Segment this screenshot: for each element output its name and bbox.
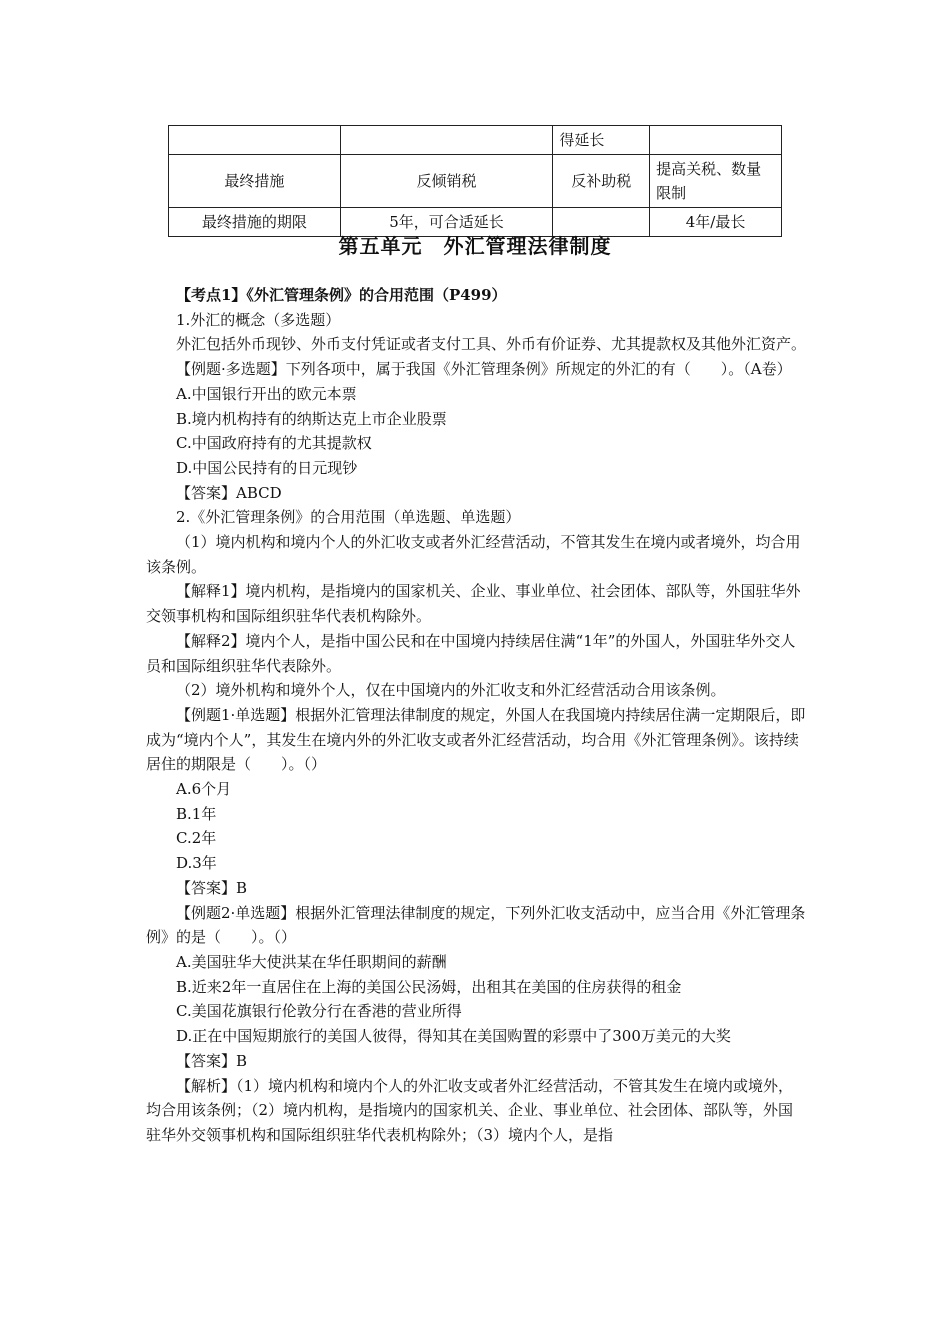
explanation: 【解释1】境内机构，是指境内的国家机关、企业、事业单位、社会团体、部队等，外国驻华外交领事机构和国际组织驻华代表机构除外。 <box>146 582 801 626</box>
table-cell: 反倾销税 <box>340 155 553 208</box>
example-question: 【例题2·单选题】根据外汇管理法律制度的规定，下列外汇收支活动中，应当合用《外汇管理条例》的是（ ）。（） <box>146 903 806 947</box>
table-row <box>169 155 782 208</box>
table-cell: 最终措施的期限 <box>169 208 341 237</box>
table-cell <box>169 126 341 155</box>
subheading: 1.外汇的概念（多选题） <box>176 310 341 329</box>
option: B.境内机构持有的纳斯达克上市企业股票 <box>176 409 447 428</box>
option: C.美国花旗银行伦敦分行在香港的营业所得 <box>176 1002 462 1021</box>
answer: 【答案】ABCD <box>176 483 282 502</box>
option: C.中国政府持有的尤其提款权 <box>176 434 372 453</box>
table-row <box>169 126 782 155</box>
option: A.美国驻华大使洪某在华任职期间的薪酬 <box>176 952 447 971</box>
analysis: 【解析】（1）境内机构和境内个人的外汇收支或者外汇经营活动，不管其发生在境内或境外，均合用该条例；（2）境内机构，是指境内的国家机关、企业、事业单位、社会团体、部队等，外国驻华外交领事机构和国际组织驻华代表机构除外；（3）境内个人，是指 <box>146 1076 794 1144</box>
option: A.6个月 <box>176 780 232 799</box>
table-cell <box>650 126 782 155</box>
table-cell: 5年，可合适延长 <box>340 208 553 237</box>
paragraph: 外汇包括外币现钞、外币支付凭证或者支付工具、外币有价证券、尤其提款权及其他外汇资产。 <box>176 335 807 354</box>
subheading: 2.《外汇管理条例》的合用范围（单选题、单选题） <box>176 508 521 527</box>
table-cell: 反补助税 <box>553 155 650 208</box>
measures-table <box>168 125 782 237</box>
paragraph: （1）境内机构和境内个人的外汇收支或者外汇经营活动，不管其发生在境内或者境外，均合用该条例。 <box>146 533 801 576</box>
answer: 【答案】B <box>176 1051 248 1070</box>
option: B.近来2年一直居住在上海的美国公民汤姆，出租其在美国的住房获得的租金 <box>176 977 682 996</box>
option: A.中国银行开出的欧元本票 <box>176 384 357 403</box>
key-point-heading: 【考点1】《外汇管理条例》的合用范围（P499） <box>176 286 507 304</box>
option: B.1年 <box>176 804 217 823</box>
table-cell: 最终措施 <box>169 155 341 208</box>
option: C.2年 <box>176 829 217 848</box>
paragraph: （2）境外机构和境外个人，仅在中国境内的外汇收支和外汇经营活动合用该条例。 <box>176 681 726 700</box>
option: D.中国公民持有的日元现钞 <box>176 458 358 477</box>
table-cell: 得延长 <box>553 126 650 155</box>
option: D.正在中国短期旅行的美国人彼得，得知其在美国购置的彩票中了300万美元的大奖 <box>176 1027 731 1046</box>
answer: 【答案】B <box>176 878 248 897</box>
option: D.3年 <box>176 854 217 873</box>
explanation: 【解释2】境内个人，是指中国公民和在中国境内持续居住满“1年”的外国人，外国驻华外交人员和国际组织驻华代表除外。 <box>146 631 796 675</box>
section-title: 第五单元 外汇管理法律制度 <box>338 234 612 258</box>
body-text <box>146 283 806 1148</box>
table-cell <box>340 126 553 155</box>
example-question: 【例题·多选题】下列各项中，属于我国《外汇管理条例》所规定的外汇的有（ ）。（A卷） <box>176 360 792 379</box>
table-cell: 提高关税、数量限制 <box>650 155 782 208</box>
example-question: 【例题1·单选题】根据外汇管理法律制度的规定，外国人在我国境内持续居住满一定期限后，即成为“境内个人”，其发生在境内外的外汇收支或者外汇经营活动，均合用《外汇管理条例》。该持续居住的期限是（ ）。（） <box>146 705 806 774</box>
table-cell: 4年/最长 <box>650 208 782 237</box>
